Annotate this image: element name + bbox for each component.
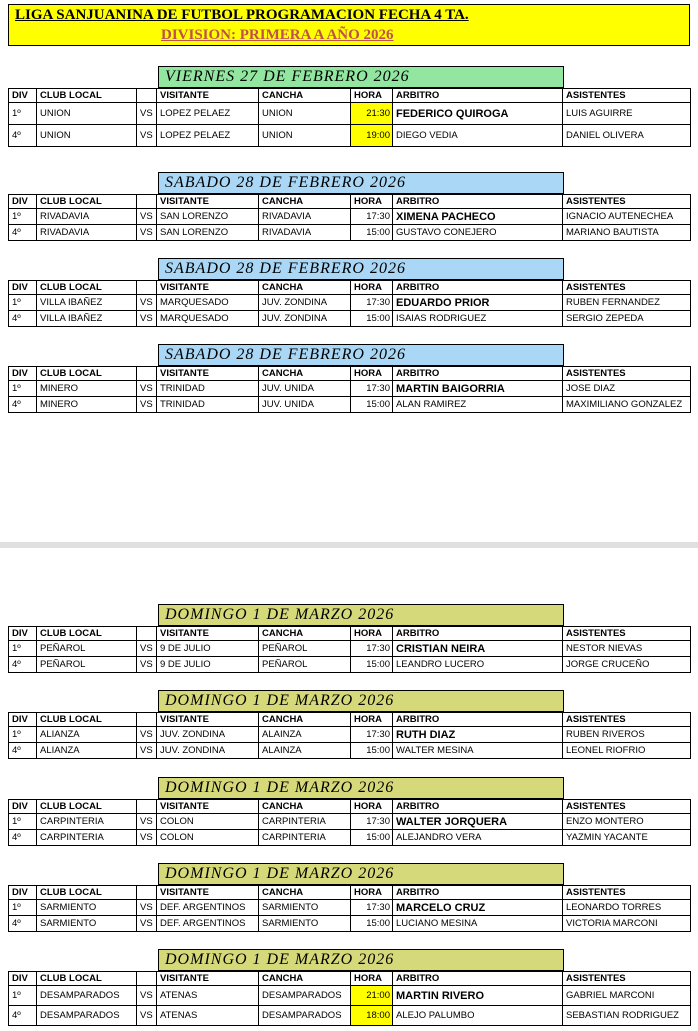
col-local: CLUB LOCAL: [37, 800, 137, 814]
table-row: [9, 1006, 691, 1026]
col-arbitro: ARBITRO: [393, 89, 563, 103]
cell-vs: VS: [137, 1006, 157, 1026]
cell-div: 4º: [9, 1006, 37, 1026]
match-table: [8, 194, 691, 241]
cell-visitante: JUV. ZONDINA: [157, 743, 259, 759]
cell-vs: VS: [137, 657, 157, 673]
date-banner: SABADO 28 DE FEBRERO 2026: [158, 344, 564, 366]
cell-vs: VS: [137, 125, 157, 147]
cell-local: MINERO: [37, 397, 137, 413]
cell-div: 1º: [9, 900, 37, 916]
cell-local: CARPINTERIA: [37, 830, 137, 846]
cell-asistentes: ENZO MONTERO: [563, 814, 691, 830]
match-table: [8, 971, 691, 1026]
header-row: [9, 281, 691, 295]
table-row: [9, 727, 691, 743]
cell-arbitro: ALEJANDRO VERA: [393, 830, 563, 846]
table-row: [9, 381, 691, 397]
cell-local: RIVADAVIA: [37, 209, 137, 225]
cell-visitante: MARQUESADO: [157, 311, 259, 327]
col-cancha: CANCHA: [259, 886, 351, 900]
cell-asistentes: YAZMIN YACANTE: [563, 830, 691, 846]
cell-local: MINERO: [37, 381, 137, 397]
cell-local: SARMIENTO: [37, 900, 137, 916]
col-arbitro: ARBITRO: [393, 800, 563, 814]
cell-local: UNION: [37, 103, 137, 125]
col-div: DIV: [9, 800, 37, 814]
cell-local: DESAMPARADOS: [37, 1006, 137, 1026]
date-banner: SABADO 28 DE FEBRERO 2026: [158, 172, 564, 194]
col-local: CLUB LOCAL: [37, 886, 137, 900]
cell-cancha: SARMIENTO: [259, 916, 351, 932]
cell-vs: VS: [137, 900, 157, 916]
cell-vs: VS: [137, 814, 157, 830]
cell-arbitro: DIEGO VEDIA: [393, 125, 563, 147]
cell-local: UNION: [37, 125, 137, 147]
table-row: [9, 397, 691, 413]
cell-hora: 17:30: [351, 209, 393, 225]
cell-asistentes: MARIANO BAUTISTA: [563, 225, 691, 241]
match-table: [8, 366, 691, 413]
date-banner: DOMINGO 1 DE MARZO 2026: [158, 949, 564, 971]
match-table: [8, 885, 691, 932]
cell-div: 4º: [9, 225, 37, 241]
col-arbitro: ARBITRO: [393, 367, 563, 381]
cell-div: 4º: [9, 657, 37, 673]
cell-local: DESAMPARADOS: [37, 986, 137, 1006]
cell-asistentes: SEBASTIAN RODRIGUEZ: [563, 1006, 691, 1026]
table-row: [9, 743, 691, 759]
match-table: [8, 280, 691, 327]
cell-local: VILLA IBAÑEZ: [37, 311, 137, 327]
cell-hora: 17:30: [351, 900, 393, 916]
col-vs: [137, 800, 157, 814]
col-hora: HORA: [351, 800, 393, 814]
table-row: [9, 830, 691, 846]
cell-vs: VS: [137, 641, 157, 657]
cell-arbitro: EDUARDO PRIOR: [393, 295, 563, 311]
table-row: [9, 986, 691, 1006]
cell-cancha: JUV. UNIDA: [259, 381, 351, 397]
cell-cancha: CARPINTERIA: [259, 830, 351, 846]
col-cancha: CANCHA: [259, 367, 351, 381]
cell-div: 1º: [9, 295, 37, 311]
col-asistentes: ASISTENTES: [563, 886, 691, 900]
cell-hora: 17:30: [351, 814, 393, 830]
cell-local: ALIANZA: [37, 743, 137, 759]
cell-vs: VS: [137, 986, 157, 1006]
cell-arbitro: LUCIANO MESINA: [393, 916, 563, 932]
col-asistentes: ASISTENTES: [563, 800, 691, 814]
cell-hora: 17:30: [351, 295, 393, 311]
cell-vs: VS: [137, 916, 157, 932]
table-row: [9, 311, 691, 327]
col-arbitro: ARBITRO: [393, 627, 563, 641]
match-table: [8, 88, 691, 147]
match-table: [8, 799, 691, 846]
cell-arbitro: ISAIAS RODRIGUEZ: [393, 311, 563, 327]
cell-visitante: COLON: [157, 814, 259, 830]
col-cancha: CANCHA: [259, 627, 351, 641]
cell-cancha: SARMIENTO: [259, 900, 351, 916]
col-asistentes: ASISTENTES: [563, 972, 691, 986]
cell-visitante: LOPEZ PELAEZ: [157, 125, 259, 147]
cell-asistentes: RUBEN FERNANDEZ: [563, 295, 691, 311]
cell-asistentes: MAXIMILIANO GONZALEZ: [563, 397, 691, 413]
cell-div: 1º: [9, 814, 37, 830]
cell-local: CARPINTERIA: [37, 814, 137, 830]
cell-hora: 18:00: [351, 1006, 393, 1026]
cell-vs: VS: [137, 830, 157, 846]
col-hora: HORA: [351, 195, 393, 209]
cell-vs: VS: [137, 311, 157, 327]
cell-cancha: DESAMPARADOS: [259, 1006, 351, 1026]
col-arbitro: ARBITRO: [393, 281, 563, 295]
header-row: [9, 367, 691, 381]
cell-local: PEÑAROL: [37, 657, 137, 673]
col-cancha: CANCHA: [259, 195, 351, 209]
date-banner: DOMINGO 1 DE MARZO 2026: [158, 863, 564, 885]
col-visitante: VISITANTE: [157, 281, 259, 295]
date-banner: SABADO 28 DE FEBRERO 2026: [158, 258, 564, 280]
cell-arbitro: ALEJO PALUMBO: [393, 1006, 563, 1026]
cell-visitante: DEF. ARGENTINOS: [157, 916, 259, 932]
cell-vs: VS: [137, 743, 157, 759]
col-hora: HORA: [351, 713, 393, 727]
col-div: DIV: [9, 89, 37, 103]
col-visitante: VISITANTE: [157, 972, 259, 986]
header-row: [9, 972, 691, 986]
table-row: [9, 657, 691, 673]
cell-local: RIVADAVIA: [37, 225, 137, 241]
cell-local: PEÑAROL: [37, 641, 137, 657]
cell-local: VILLA IBAÑEZ: [37, 295, 137, 311]
col-hora: HORA: [351, 89, 393, 103]
col-vs: [137, 89, 157, 103]
cell-div: 1º: [9, 209, 37, 225]
col-vs: [137, 713, 157, 727]
cell-hora: 17:30: [351, 641, 393, 657]
cell-arbitro: GUSTAVO CONEJERO: [393, 225, 563, 241]
col-vs: [137, 627, 157, 641]
cell-div: 4º: [9, 125, 37, 147]
cell-asistentes: VICTORIA MARCONI: [563, 916, 691, 932]
col-asistentes: ASISTENTES: [563, 627, 691, 641]
col-arbitro: ARBITRO: [393, 886, 563, 900]
col-local: CLUB LOCAL: [37, 367, 137, 381]
col-visitante: VISITANTE: [157, 886, 259, 900]
col-asistentes: ASISTENTES: [563, 281, 691, 295]
col-div: DIV: [9, 281, 37, 295]
cell-hora: 19:00: [351, 125, 393, 147]
cell-div: 4º: [9, 743, 37, 759]
cell-cancha: CARPINTERIA: [259, 814, 351, 830]
col-local: CLUB LOCAL: [37, 89, 137, 103]
col-asistentes: ASISTENTES: [563, 367, 691, 381]
col-hora: HORA: [351, 627, 393, 641]
cell-asistentes: SERGIO ZEPEDA: [563, 311, 691, 327]
cell-div: 4º: [9, 830, 37, 846]
cell-asistentes: LEONEL RIOFRIO: [563, 743, 691, 759]
cell-cancha: UNION: [259, 103, 351, 125]
cell-arbitro: CRISTIAN NEIRA: [393, 641, 563, 657]
col-div: DIV: [9, 627, 37, 641]
cell-vs: VS: [137, 727, 157, 743]
table-row: [9, 641, 691, 657]
cell-hora: 15:00: [351, 397, 393, 413]
cell-arbitro: FEDERICO QUIROGA: [393, 103, 563, 125]
cell-cancha: UNION: [259, 125, 351, 147]
cell-arbitro: LEANDRO LUCERO: [393, 657, 563, 673]
cell-hora: 15:00: [351, 311, 393, 327]
cell-asistentes: NESTOR NIEVAS: [563, 641, 691, 657]
cell-arbitro: XIMENA PACHECO: [393, 209, 563, 225]
cell-visitante: TRINIDAD: [157, 381, 259, 397]
col-visitante: VISITANTE: [157, 800, 259, 814]
date-banner: DOMINGO 1 DE MARZO 2026: [158, 690, 564, 712]
col-visitante: VISITANTE: [157, 195, 259, 209]
col-local: CLUB LOCAL: [37, 713, 137, 727]
match-table: [8, 712, 691, 759]
cell-cancha: JUV. ZONDINA: [259, 311, 351, 327]
table-row: [9, 916, 691, 932]
cell-asistentes: JORGE CRUCEÑO: [563, 657, 691, 673]
col-cancha: CANCHA: [259, 713, 351, 727]
cell-visitante: TRINIDAD: [157, 397, 259, 413]
cell-visitante: DEF. ARGENTINOS: [157, 900, 259, 916]
col-arbitro: ARBITRO: [393, 195, 563, 209]
date-banner: VIERNES 27 DE FEBRERO 2026: [158, 66, 564, 88]
table-row: [9, 225, 691, 241]
cell-hora: 21:00: [351, 986, 393, 1006]
cell-cancha: PEÑAROL: [259, 641, 351, 657]
cell-visitante: 9 DE JULIO: [157, 641, 259, 657]
table-row: [9, 900, 691, 916]
col-div: DIV: [9, 713, 37, 727]
col-local: CLUB LOCAL: [37, 627, 137, 641]
col-hora: HORA: [351, 886, 393, 900]
cell-hora: 15:00: [351, 225, 393, 241]
cell-visitante: ATENAS: [157, 1006, 259, 1026]
cell-cancha: PEÑAROL: [259, 657, 351, 673]
cell-div: 1º: [9, 641, 37, 657]
col-hora: HORA: [351, 281, 393, 295]
cell-hora: 15:00: [351, 830, 393, 846]
col-visitante: VISITANTE: [157, 627, 259, 641]
header-row: [9, 800, 691, 814]
cell-vs: VS: [137, 397, 157, 413]
col-div: DIV: [9, 886, 37, 900]
col-visitante: VISITANTE: [157, 713, 259, 727]
cell-vs: VS: [137, 295, 157, 311]
cell-asistentes: GABRIEL MARCONI: [563, 986, 691, 1006]
cell-div: 1º: [9, 727, 37, 743]
table-row: [9, 103, 691, 125]
col-arbitro: ARBITRO: [393, 713, 563, 727]
cell-arbitro: MARCELO CRUZ: [393, 900, 563, 916]
table-row: [9, 814, 691, 830]
cell-cancha: ALAINZA: [259, 727, 351, 743]
col-visitante: VISITANTE: [157, 89, 259, 103]
cell-asistentes: JOSE DIAZ: [563, 381, 691, 397]
cell-div: 4º: [9, 311, 37, 327]
col-arbitro: ARBITRO: [393, 972, 563, 986]
cell-cancha: ALAINZA: [259, 743, 351, 759]
cell-div: 1º: [9, 986, 37, 1006]
header-row: [9, 195, 691, 209]
cell-vs: VS: [137, 381, 157, 397]
col-local: CLUB LOCAL: [37, 281, 137, 295]
table-row: [9, 295, 691, 311]
cell-div: 4º: [9, 916, 37, 932]
col-cancha: CANCHA: [259, 972, 351, 986]
cell-visitante: SAN LORENZO: [157, 225, 259, 241]
match-table: [8, 626, 691, 673]
col-vs: [137, 195, 157, 209]
cell-visitante: LOPEZ PELAEZ: [157, 103, 259, 125]
cell-cancha: DESAMPARADOS: [259, 986, 351, 1006]
cell-cancha: RIVADAVIA: [259, 225, 351, 241]
col-div: DIV: [9, 972, 37, 986]
col-div: DIV: [9, 367, 37, 381]
cell-vs: VS: [137, 225, 157, 241]
col-local: CLUB LOCAL: [37, 972, 137, 986]
cell-arbitro: WALTER MESINA: [393, 743, 563, 759]
header-row: [9, 886, 691, 900]
cell-visitante: MARQUESADO: [157, 295, 259, 311]
header-row: [9, 627, 691, 641]
cell-local: SARMIENTO: [37, 916, 137, 932]
cell-vs: VS: [137, 209, 157, 225]
cell-asistentes: LUIS AGUIRRE: [563, 103, 691, 125]
col-asistentes: ASISTENTES: [563, 195, 691, 209]
cell-arbitro: RUTH DIAZ: [393, 727, 563, 743]
cell-hora: 21:30: [351, 103, 393, 125]
division-subtitle: DIVISION: PRIMERA A AÑO 2026: [161, 27, 394, 43]
col-cancha: CANCHA: [259, 800, 351, 814]
header-row: [9, 89, 691, 103]
cell-asistentes: DANIEL OLIVERA: [563, 125, 691, 147]
cell-asistentes: RUBEN RIVEROS: [563, 727, 691, 743]
col-asistentes: ASISTENTES: [563, 89, 691, 103]
col-hora: HORA: [351, 367, 393, 381]
col-vs: [137, 367, 157, 381]
page-title: LIGA SANJUANINA DE FUTBOL PROGRAMACION FECHA 4 TA.: [15, 7, 469, 23]
cell-hora: 17:30: [351, 727, 393, 743]
date-banner: DOMINGO 1 DE MARZO 2026: [158, 777, 564, 799]
cell-vs: VS: [137, 103, 157, 125]
cell-div: 1º: [9, 381, 37, 397]
table-row: [9, 209, 691, 225]
col-local: CLUB LOCAL: [37, 195, 137, 209]
cell-hora: 15:00: [351, 743, 393, 759]
col-cancha: CANCHA: [259, 281, 351, 295]
col-asistentes: ASISTENTES: [563, 713, 691, 727]
col-visitante: VISITANTE: [157, 367, 259, 381]
cell-asistentes: IGNACIO AUTENECHEA: [563, 209, 691, 225]
col-div: DIV: [9, 195, 37, 209]
cell-div: 4º: [9, 397, 37, 413]
col-hora: HORA: [351, 972, 393, 986]
cell-asistentes: LEONARDO TORRES: [563, 900, 691, 916]
date-banner: DOMINGO 1 DE MARZO 2026: [158, 604, 564, 626]
cell-arbitro: MARTIN BAIGORRIA: [393, 381, 563, 397]
cell-visitante: COLON: [157, 830, 259, 846]
col-vs: [137, 972, 157, 986]
cell-local: ALIANZA: [37, 727, 137, 743]
cell-visitante: SAN LORENZO: [157, 209, 259, 225]
cell-arbitro: MARTIN RIVERO: [393, 986, 563, 1006]
cell-visitante: ATENAS: [157, 986, 259, 1006]
cell-visitante: 9 DE JULIO: [157, 657, 259, 673]
cell-cancha: JUV. UNIDA: [259, 397, 351, 413]
col-vs: [137, 281, 157, 295]
cell-arbitro: ALAN RAMIREZ: [393, 397, 563, 413]
page-header: [8, 4, 690, 46]
cell-div: 1º: [9, 103, 37, 125]
col-cancha: CANCHA: [259, 89, 351, 103]
cell-hora: 15:00: [351, 657, 393, 673]
cell-hora: 17:30: [351, 381, 393, 397]
page-divider: [0, 542, 698, 548]
cell-cancha: RIVADAVIA: [259, 209, 351, 225]
cell-hora: 15:00: [351, 916, 393, 932]
col-vs: [137, 886, 157, 900]
table-row: [9, 125, 691, 147]
cell-cancha: JUV. ZONDINA: [259, 295, 351, 311]
cell-arbitro: WALTER JORQUERA: [393, 814, 563, 830]
cell-visitante: JUV. ZONDINA: [157, 727, 259, 743]
header-row: [9, 713, 691, 727]
